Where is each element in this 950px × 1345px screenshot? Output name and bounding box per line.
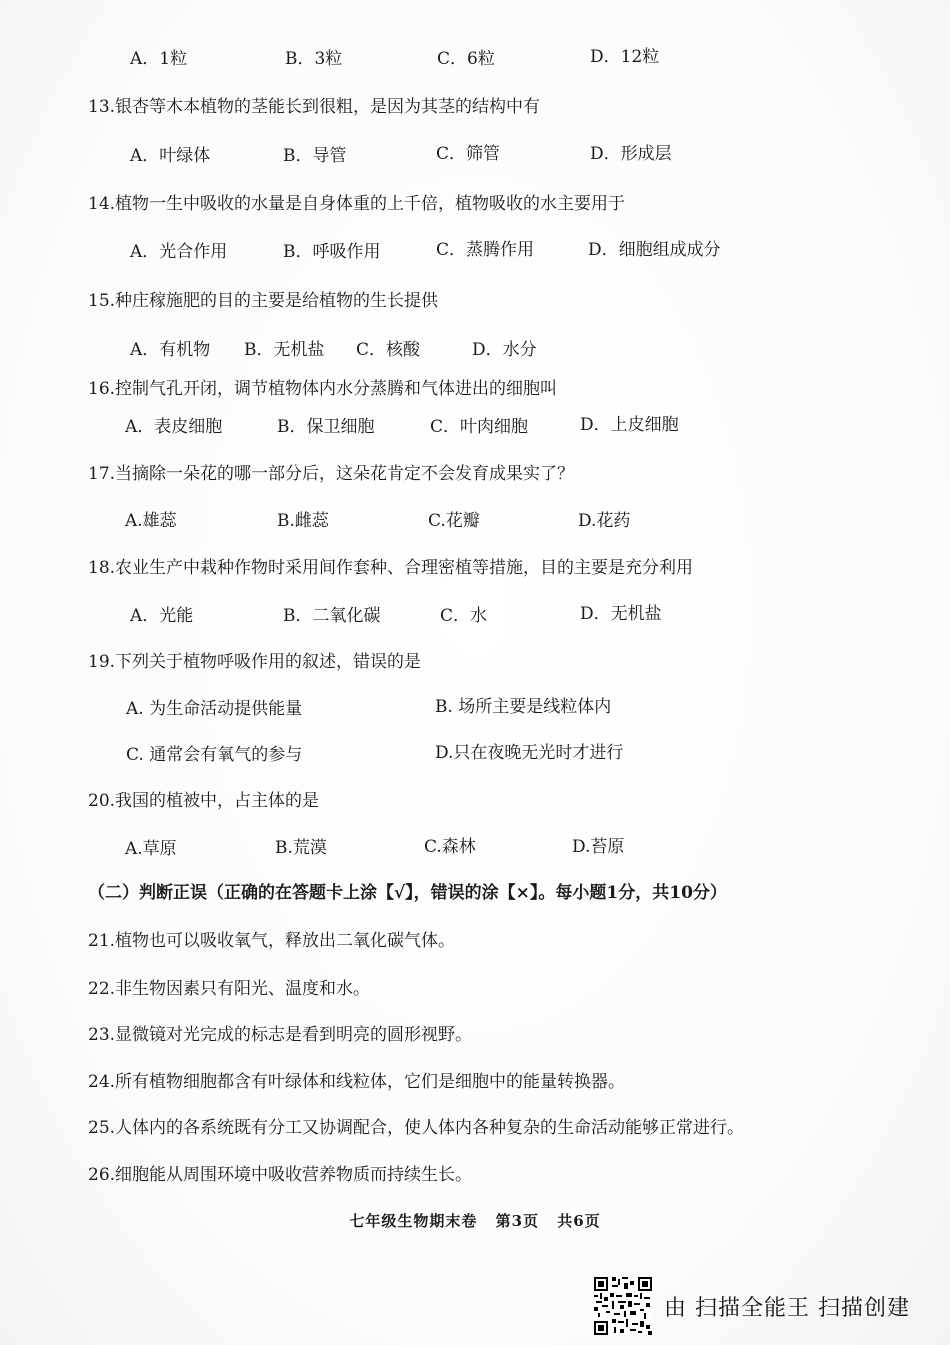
- scanner-watermark-text: 由 扫描全能王 扫描创建: [664, 1295, 910, 1321]
- q16-option-d: D．上皮细胞: [580, 415, 679, 435]
- section-heading-judgment: （二）判断正误（正确的在答题卡上涂【√】，错误的涂【×】。每小题1分，共10分）: [88, 883, 727, 903]
- q13-option-a: A．叶绿体: [130, 146, 211, 166]
- q19-text: 19.下列关于植物呼吸作用的叙述，错误的是: [88, 652, 422, 672]
- q20-option-d: D.苔原: [572, 837, 625, 857]
- q19-option-b: B. 场所主要是线粒体内: [435, 697, 612, 717]
- q17-option-d: D.花药: [578, 511, 631, 531]
- q14-text: 14.植物一生中吸收的水量是自身体重的上千倍，植物吸收的水主要用于: [88, 194, 626, 214]
- q13-option-d: D．形成层: [590, 144, 672, 164]
- q13-option-c: C．筛管: [436, 144, 501, 164]
- q16-option-a: A．表皮细胞: [125, 417, 223, 437]
- scanner-watermark: [594, 1276, 910, 1336]
- q18-option-d: D．无机盐: [580, 604, 662, 624]
- q15-option-c: C．核酸: [356, 340, 421, 360]
- q13-option-b: B．导管: [283, 146, 347, 166]
- footer-exam-name: 七年级生物期末卷: [349, 1212, 478, 1230]
- q16-text: 16.控制气孔开闭，调节植物体内水分蒸腾和气体进出的细胞叫: [88, 379, 558, 399]
- judgment-item-23: 23.显微镜对光完成的标志是看到明亮的圆形视野。: [88, 1025, 473, 1045]
- judgment-item-21: 21.植物也可以吸收氧气，释放出二氧化碳气体。: [88, 931, 456, 951]
- q17-option-a: A.雄蕊: [125, 511, 177, 531]
- q18-text: 18.农业生产中栽种作物时采用间作套种、合理密植等措施，目的主要是充分利用: [88, 558, 694, 578]
- judgment-item-25: 25.人体内的各系统既有分工又协调配合，使人体内各种复杂的生命活动能够正常进行。: [88, 1118, 745, 1138]
- q12-option-d: D．12粒: [590, 47, 660, 67]
- q18-option-b: B．二氧化碳: [283, 606, 381, 626]
- q20-option-c: C.森林: [424, 837, 476, 857]
- footer-total-pages: 共6页: [557, 1212, 601, 1230]
- q15-text: 15.种庄稼施肥的目的主要是给植物的生长提供: [88, 291, 439, 311]
- q13-text: 13.银杏等木本植物的茎能长到很粗，是因为其茎的结构中有: [88, 97, 541, 117]
- q17-option-b: B.雌蕊: [277, 511, 329, 531]
- q15-option-a: A．有机物: [130, 340, 211, 360]
- q12-option-a: A．1粒: [130, 49, 188, 69]
- q14-option-b: B．呼吸作用: [283, 242, 381, 262]
- q19-option-d: D.只在夜晚无光时才进行: [435, 743, 624, 763]
- q20-option-b: B.荒漠: [275, 838, 327, 858]
- judgment-item-24: 24.所有植物细胞都含有叶绿体和线粒体，它们是细胞中的能量转换器。: [88, 1072, 626, 1092]
- judgment-item-26: 26.细胞能从周围环境中吸收营养物质而持续生长。: [88, 1165, 473, 1185]
- q14-option-d: D．细胞组成成分: [588, 240, 721, 260]
- q12-option-b: B．3粒: [285, 49, 343, 69]
- q18-option-a: A．光能: [130, 606, 194, 626]
- q14-option-c: C．蒸腾作用: [436, 240, 535, 260]
- q16-option-b: B．保卫细胞: [277, 417, 375, 437]
- q17-option-c: C.花瓣: [428, 511, 480, 531]
- q14-option-a: A．光合作用: [130, 242, 228, 262]
- q12-option-c: C．6粒: [437, 49, 495, 69]
- q15-option-b: B．无机盐: [244, 340, 325, 360]
- q18-option-c: C．水: [440, 606, 488, 626]
- q17-text: 17.当摘除一朵花的哪一部分后，这朵花肯定不会发育成果实了？: [88, 464, 575, 484]
- q19-option-c: C. 通常会有氧气的参与: [126, 745, 303, 765]
- footer-page-number: 第3页: [495, 1212, 539, 1230]
- q20-option-a: A.草原: [125, 839, 177, 859]
- qr-code-icon: [594, 1277, 652, 1335]
- page-footer: [0, 1210, 950, 1231]
- q15-option-d: D．水分: [472, 340, 537, 360]
- judgment-item-22: 22.非生物因素只有阳光、温度和水。: [88, 979, 371, 999]
- q16-option-c: C．叶肉细胞: [430, 417, 529, 437]
- q20-text: 20.我国的植被中，占主体的是: [88, 791, 320, 811]
- q19-option-a: A. 为生命活动提供能量: [126, 699, 303, 719]
